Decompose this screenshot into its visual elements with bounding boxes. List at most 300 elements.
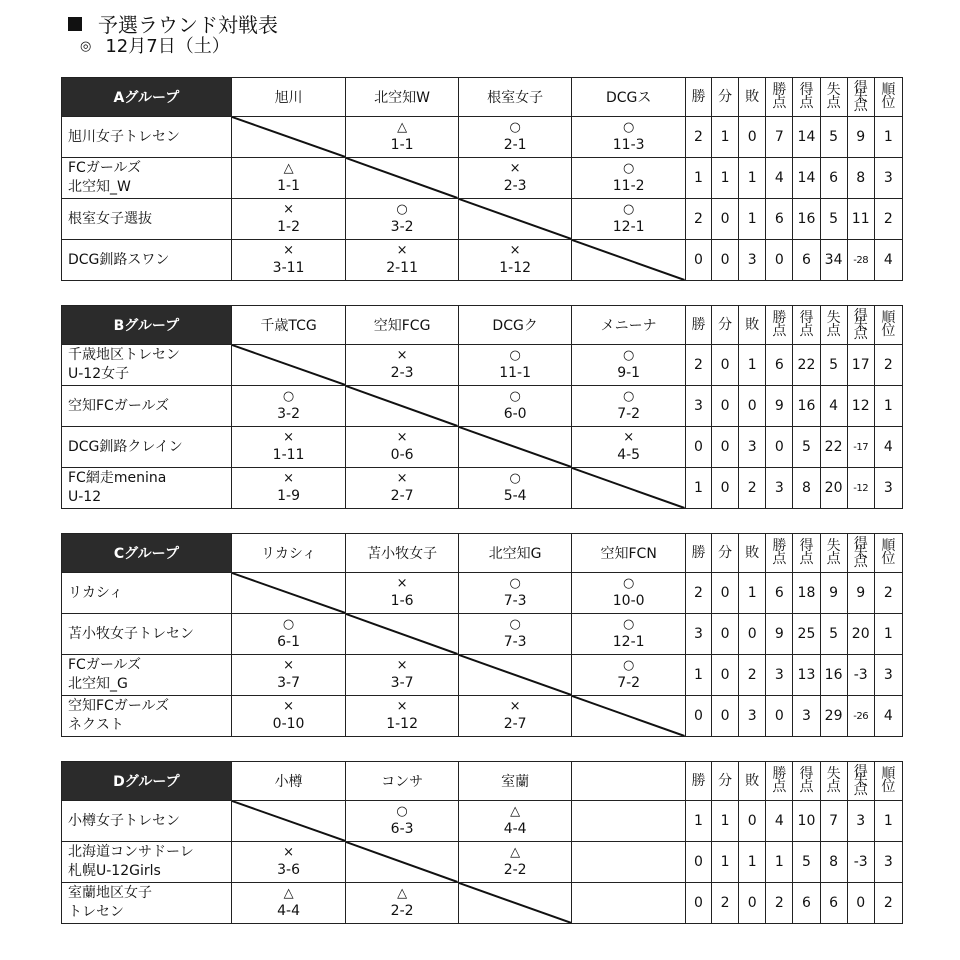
team-row (62, 427, 903, 468)
stat-loss: 3 (739, 240, 766, 281)
result-score: 11-2 (612, 178, 645, 194)
match-result (346, 801, 459, 842)
result-score: 2-7 (390, 488, 414, 504)
result-mark: ○ (282, 389, 295, 404)
match-result (458, 468, 572, 509)
team-row (62, 345, 903, 386)
stat-header-goals_against: 失点 (820, 534, 847, 573)
result-mark: ○ (622, 348, 635, 363)
stat-win: 0 (685, 696, 711, 737)
stat-goals_against: 7 (820, 801, 847, 842)
stat-rank: 3 (874, 158, 902, 199)
match-result (458, 345, 572, 386)
stat-goals_against: 34 (820, 240, 847, 281)
stat-loss: 1 (739, 842, 766, 883)
diagonal-line-icon (346, 386, 458, 426)
stat-header-loss: 敗 (739, 78, 766, 117)
result-score: 7-3 (503, 634, 527, 650)
group-table (61, 533, 903, 737)
match-result (346, 345, 459, 386)
result-score: 3-2 (277, 406, 300, 422)
stat-draw: 0 (712, 655, 739, 696)
result-mark: × (509, 243, 521, 258)
team-name-line: FC網走menina (68, 470, 167, 486)
match-result (572, 842, 686, 883)
result-score: 6-3 (390, 821, 414, 837)
result-mark: × (283, 243, 295, 258)
stat-rank: 2 (874, 883, 902, 924)
stat-goals_against: 8 (820, 842, 847, 883)
diagonal-line-icon (459, 427, 572, 467)
team-row (62, 386, 903, 427)
match-result (231, 427, 346, 468)
opponent-header: DCGス (572, 78, 686, 117)
match-result (458, 842, 572, 883)
result-score: 7-2 (617, 406, 641, 422)
team-name-line: 室蘭地区女子 (68, 885, 152, 901)
self-match-cell (572, 240, 686, 281)
diagonal-line-icon (459, 655, 572, 695)
team-name (62, 614, 232, 655)
opponent-header (572, 762, 686, 801)
stat-header-win: 勝 (685, 762, 711, 801)
stat-loss: 0 (739, 386, 766, 427)
stat-rank: 1 (874, 801, 902, 842)
self-match-cell (572, 696, 686, 737)
result-mark: ○ (622, 202, 635, 217)
stat-goals_for: 6 (793, 240, 820, 281)
team-row (62, 117, 903, 158)
stat-header-goal_diff: 得失点 (847, 306, 874, 345)
team-name-line: トレセン (68, 904, 124, 920)
self-match-cell (458, 655, 572, 696)
team-row (62, 240, 903, 281)
result-score: 12-1 (612, 219, 645, 235)
stat-points: 9 (766, 614, 793, 655)
result-mark: ○ (509, 389, 521, 404)
team-name (62, 117, 232, 158)
team-name (62, 883, 232, 924)
diagonal-line-icon (346, 842, 458, 882)
result-mark: × (396, 471, 408, 486)
stat-goals_for: 14 (793, 158, 820, 199)
team-row (62, 883, 903, 924)
result-score: 4-5 (617, 447, 641, 463)
stat-points: 0 (766, 427, 793, 468)
result-mark: × (283, 471, 295, 486)
group-header-row (62, 306, 903, 345)
result-mark: × (509, 161, 521, 176)
match-result (458, 117, 572, 158)
self-match-cell (346, 386, 459, 427)
diagonal-line-icon (232, 345, 346, 385)
result-mark: × (283, 699, 295, 714)
stat-points: 3 (766, 468, 793, 509)
opponent-header: DCGク (458, 306, 572, 345)
stat-goals_against: 20 (820, 468, 847, 509)
result-mark: × (283, 430, 295, 445)
team-row (62, 199, 903, 240)
team-name (62, 655, 232, 696)
match-result (572, 117, 686, 158)
team-name-line: 北海道コンサドーレ (68, 844, 194, 860)
match-result (346, 696, 459, 737)
stat-win: 3 (685, 614, 711, 655)
match-result (231, 614, 346, 655)
result-score: 11-1 (499, 365, 532, 381)
diagonal-line-icon (459, 199, 572, 239)
result-score: 4-4 (277, 903, 300, 919)
result-score: 1-1 (277, 178, 300, 194)
stat-goals_for: 3 (793, 696, 820, 737)
stat-points: 2 (766, 883, 793, 924)
stat-goal_diff: -26 (847, 696, 874, 737)
match-result (572, 573, 686, 614)
result-score: 1-1 (390, 137, 414, 153)
result-score: 0-10 (272, 716, 305, 732)
team-name-line: U-12女子 (68, 366, 130, 382)
match-result (231, 158, 346, 199)
match-result (231, 655, 346, 696)
match-result (458, 158, 572, 199)
date-subtitle (80, 36, 230, 58)
stat-win: 2 (685, 199, 711, 240)
stat-win: 0 (685, 240, 711, 281)
group-table (61, 77, 903, 281)
stat-goals_for: 5 (793, 842, 820, 883)
stat-goals_against: 6 (820, 883, 847, 924)
stat-rank: 3 (874, 842, 902, 883)
team-name-line: 空知FCガールズ (68, 698, 170, 714)
stat-goals_against: 9 (820, 573, 847, 614)
stat-points: 0 (766, 696, 793, 737)
result-mark: ○ (622, 161, 635, 176)
stat-win: 1 (685, 655, 711, 696)
match-result (458, 614, 572, 655)
stat-header-rank: 順位 (874, 306, 902, 345)
stat-draw: 0 (712, 468, 739, 509)
stat-header-points: 勝点 (766, 78, 793, 117)
stat-goal_diff: 3 (847, 801, 874, 842)
stat-header-points: 勝点 (766, 306, 793, 345)
match-result (572, 345, 686, 386)
team-row (62, 801, 903, 842)
group-table (61, 761, 903, 924)
stat-header-goals_for: 得点 (793, 78, 820, 117)
result-mark: ○ (509, 576, 521, 591)
stat-win: 0 (685, 842, 711, 883)
stat-goals_against: 4 (820, 386, 847, 427)
team-row (62, 614, 903, 655)
stat-points: 4 (766, 801, 793, 842)
stat-points: 0 (766, 240, 793, 281)
result-score: 6-0 (503, 406, 527, 422)
result-score: 3-7 (390, 675, 414, 691)
team-name-line: 旭川女子トレセン (68, 128, 180, 145)
stat-goal_diff: -3 (847, 655, 874, 696)
stat-points: 3 (766, 655, 793, 696)
page-title (68, 12, 278, 38)
result-score: 2-1 (503, 137, 527, 153)
team-name-line: ネクスト (68, 717, 124, 733)
stat-goal_diff: 17 (847, 345, 874, 386)
stat-rank: 1 (874, 386, 902, 427)
stat-goals_against: 6 (820, 158, 847, 199)
stat-goals_for: 5 (793, 427, 820, 468)
team-row (62, 842, 903, 883)
team-name-line: 空知FCガールズ (68, 397, 170, 414)
page-title-text: 予選ラウンド対戦表 (98, 13, 278, 37)
group-header-row (62, 534, 903, 573)
team-name-line: 札幌U-12Girls (68, 863, 161, 879)
match-result (458, 386, 572, 427)
stat-loss: 3 (739, 427, 766, 468)
stat-header-goal_diff: 得失点 (847, 534, 874, 573)
match-result (231, 468, 346, 509)
team-name (62, 386, 232, 427)
team-name-line: 小樽女子トレセン (68, 812, 180, 829)
stat-goals_against: 5 (820, 345, 847, 386)
match-result (346, 199, 459, 240)
self-match-cell (346, 158, 459, 199)
group-name: Dグループ (62, 762, 232, 801)
stat-header-draw: 分 (712, 762, 739, 801)
stat-goals_for: 14 (793, 117, 820, 158)
result-score: 0-6 (390, 447, 414, 463)
stat-rank: 2 (874, 199, 902, 240)
result-score: 6-1 (277, 634, 300, 650)
match-result (458, 696, 572, 737)
team-name-line: DCG釧路クレイン (68, 438, 183, 455)
opponent-header: 空知FCG (346, 306, 459, 345)
stat-goal_diff: 0 (847, 883, 874, 924)
stat-goals_for: 8 (793, 468, 820, 509)
diagonal-line-icon (572, 240, 685, 280)
result-mark: ○ (622, 617, 635, 632)
result-mark: × (396, 243, 408, 258)
team-name-line: 千歳地区トレセン (68, 347, 180, 363)
match-result (231, 696, 346, 737)
stat-goal_diff: -28 (847, 240, 874, 281)
team-name (62, 199, 232, 240)
result-score: 1-2 (277, 219, 300, 235)
match-result (346, 655, 459, 696)
team-row (62, 468, 903, 509)
stat-goal_diff: -17 (847, 427, 874, 468)
stat-rank: 1 (874, 117, 902, 158)
stat-points: 4 (766, 158, 793, 199)
result-score: 1-11 (272, 447, 305, 463)
stat-goal_diff: 9 (847, 573, 874, 614)
group-header-row (62, 78, 903, 117)
stat-header-draw: 分 (712, 78, 739, 117)
result-mark: × (509, 699, 521, 714)
stat-header-goals_for: 得点 (793, 534, 820, 573)
stat-header-draw: 分 (712, 306, 739, 345)
result-score: 7-3 (503, 593, 527, 609)
stat-rank: 4 (874, 240, 902, 281)
diagonal-line-icon (232, 117, 346, 157)
match-result (572, 883, 686, 924)
diagonal-line-icon (346, 158, 458, 198)
team-row (62, 696, 903, 737)
stat-header-win: 勝 (685, 534, 711, 573)
stat-loss: 0 (739, 117, 766, 158)
stat-draw: 0 (712, 573, 739, 614)
stat-header-rank: 順位 (874, 762, 902, 801)
stat-header-goals_for: 得点 (793, 306, 820, 345)
opponent-header: 根室女子 (458, 78, 572, 117)
stat-loss: 1 (739, 199, 766, 240)
stat-loss: 3 (739, 696, 766, 737)
result-mark: ○ (622, 658, 635, 673)
stat-header-goals_for: 得点 (793, 762, 820, 801)
result-score: 2-7 (503, 716, 527, 732)
result-mark: × (396, 430, 408, 445)
stat-goal_diff: -12 (847, 468, 874, 509)
result-mark (572, 813, 685, 829)
stat-draw: 0 (712, 427, 739, 468)
match-result (572, 199, 686, 240)
stat-loss: 0 (739, 614, 766, 655)
opponent-header: 空知FCN (572, 534, 686, 573)
opponent-header: 小樽 (231, 762, 346, 801)
stat-rank: 3 (874, 468, 902, 509)
stat-rank: 4 (874, 427, 902, 468)
stat-draw: 0 (712, 696, 739, 737)
result-mark: × (283, 845, 295, 860)
result-score: 3-6 (277, 862, 300, 878)
group-name: Cグループ (62, 534, 232, 573)
result-score: 12-1 (612, 634, 645, 650)
stat-points: 6 (766, 199, 793, 240)
result-score: 1-12 (386, 716, 418, 732)
stat-loss: 0 (739, 801, 766, 842)
group-name: Bグループ (62, 306, 232, 345)
result-mark: × (283, 658, 295, 673)
result-mark (572, 895, 685, 911)
match-result (231, 842, 346, 883)
match-result (346, 883, 459, 924)
stat-loss: 1 (739, 573, 766, 614)
diagonal-line-icon (346, 614, 458, 654)
result-score: 5-4 (503, 488, 527, 504)
team-name-line: DCG釧路スワン (68, 251, 170, 268)
stat-win: 2 (685, 345, 711, 386)
result-mark: ○ (622, 576, 635, 591)
stat-rank: 3 (874, 655, 902, 696)
stat-draw: 1 (712, 158, 739, 199)
team-name-line: 北空知_G (68, 676, 128, 692)
self-match-cell (231, 117, 346, 158)
diagonal-line-icon (572, 696, 685, 736)
stat-header-goals_against: 失点 (820, 762, 847, 801)
stat-header-goal_diff: 得失点 (847, 78, 874, 117)
result-mark: ○ (396, 804, 408, 819)
stat-goals_for: 25 (793, 614, 820, 655)
opponent-header: 苫小牧女子 (346, 534, 459, 573)
stat-loss: 1 (739, 158, 766, 199)
match-result (346, 468, 459, 509)
match-result (572, 158, 686, 199)
stat-win: 2 (685, 117, 711, 158)
team-row (62, 573, 903, 614)
stat-rank: 4 (874, 696, 902, 737)
match-result (231, 199, 346, 240)
double-circle-icon: ◎ (80, 39, 92, 54)
stat-draw: 1 (712, 117, 739, 158)
stat-header-loss: 敗 (739, 306, 766, 345)
stat-header-loss: 敗 (739, 534, 766, 573)
stat-loss: 2 (739, 468, 766, 509)
stat-goal_diff: 20 (847, 614, 874, 655)
stat-draw: 2 (712, 883, 739, 924)
diagonal-line-icon (232, 801, 346, 841)
self-match-cell (231, 573, 346, 614)
stat-goals_against: 5 (820, 199, 847, 240)
stat-goal_diff: 11 (847, 199, 874, 240)
match-result (346, 573, 459, 614)
team-name (62, 696, 232, 737)
result-mark: △ (397, 886, 408, 901)
stat-loss: 2 (739, 655, 766, 696)
result-mark: × (396, 576, 408, 591)
stat-loss: 0 (739, 883, 766, 924)
stat-header-win: 勝 (685, 306, 711, 345)
stat-header-points: 勝点 (766, 762, 793, 801)
result-mark: △ (510, 804, 521, 819)
result-mark: △ (283, 161, 294, 176)
stat-goals_for: 16 (793, 386, 820, 427)
result-mark: △ (283, 886, 294, 901)
self-match-cell (346, 842, 459, 883)
opponent-header: 千歳TCG (231, 306, 346, 345)
result-score: 2-3 (503, 178, 527, 194)
team-name-line: 北空知_W (68, 179, 131, 195)
stat-goal_diff: 8 (847, 158, 874, 199)
stat-goals_for: 16 (793, 199, 820, 240)
stat-points: 6 (766, 573, 793, 614)
stat-rank: 1 (874, 614, 902, 655)
result-score: 2-2 (390, 903, 414, 919)
result-mark: △ (510, 845, 521, 860)
stat-goals_for: 6 (793, 883, 820, 924)
match-result (231, 240, 346, 281)
group-name: Aグループ (62, 78, 232, 117)
team-name (62, 842, 232, 883)
stat-win: 1 (685, 468, 711, 509)
stat-draw: 0 (712, 386, 739, 427)
stat-points: 6 (766, 345, 793, 386)
result-mark: × (396, 348, 408, 363)
stat-goals_against: 5 (820, 117, 847, 158)
stat-header-rank: 順位 (874, 78, 902, 117)
stat-win: 1 (685, 158, 711, 199)
stat-goals_for: 10 (793, 801, 820, 842)
result-score: 1-6 (390, 593, 414, 609)
stat-draw: 1 (712, 801, 739, 842)
stat-points: 9 (766, 386, 793, 427)
team-name-line: 根室女子選抜 (68, 210, 152, 227)
stat-goals_against: 22 (820, 427, 847, 468)
result-mark: ○ (396, 202, 408, 217)
stat-draw: 0 (712, 240, 739, 281)
match-result (572, 801, 686, 842)
team-row (62, 158, 903, 199)
stat-draw: 0 (712, 345, 739, 386)
result-mark (572, 854, 685, 870)
stat-loss: 1 (739, 345, 766, 386)
